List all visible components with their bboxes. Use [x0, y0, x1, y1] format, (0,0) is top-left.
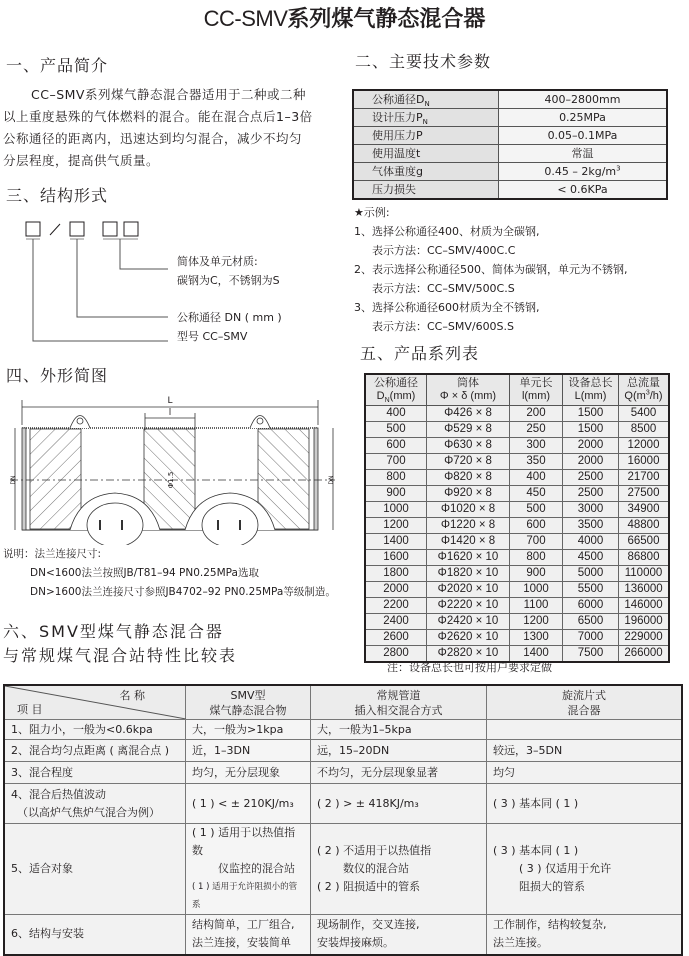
cell-line: 较远，3–5DN — [493, 743, 563, 757]
flange-notes — [3, 545, 336, 602]
series-row — [365, 614, 669, 630]
cell-line: 均匀，无分层现象 — [192, 765, 280, 779]
series-cell: 196000 — [619, 614, 670, 630]
compare-cell-c1 — [186, 784, 311, 824]
series-col-unit-length: 单元长 l(mm) — [510, 374, 563, 406]
param-value: $0.45 - 2kg/m^3$ — [499, 163, 668, 181]
series-cell: 110000 — [619, 566, 670, 582]
series-cell: 34900 — [619, 502, 670, 518]
series-cell: Φ2820 × 10 — [427, 646, 510, 663]
compare-col-swirl: 旋流片式 混合器 — [487, 685, 683, 720]
cell-line: 近，1–3DN — [192, 743, 251, 757]
compare-col-conventional: 常规管道 插入相交混合方式 — [311, 685, 487, 720]
cell-line: 5、适合对象 — [11, 862, 73, 875]
series-cell: 2400 — [365, 614, 427, 630]
params-row — [353, 145, 667, 163]
series-cell: 2000 — [365, 582, 427, 598]
params-row — [353, 163, 667, 181]
cell-line: ( 1 ) 适用于允许阻损小的管系 — [192, 882, 298, 910]
intro-line: CC–SMV系列煤气静态混合器适用于二种或二种 — [31, 87, 306, 102]
series-note: 注：设备总长也可按用户要求定做 — [387, 661, 552, 674]
series-col-dn: 公称通径 $D_N(mm)$ — [365, 374, 427, 406]
title-cn: 系列煤气静态混合器 — [287, 7, 486, 32]
series-cell: 200 — [510, 406, 563, 422]
series-cell: 1600 — [365, 550, 427, 566]
compare-cell-c3 — [487, 720, 683, 740]
code-box-shell-material — [103, 222, 117, 236]
series-cell: 1100 — [510, 598, 563, 614]
series-cell: 350 — [510, 454, 563, 470]
series-cell: 1300 — [510, 630, 563, 646]
cell-line: 结构简单，工厂组合, — [192, 918, 295, 932]
series-row — [365, 470, 669, 486]
series-cell: Φ1820 × 10 — [427, 566, 510, 582]
corner-top-label: 名 称 — [119, 689, 145, 702]
series-cell: 800 — [365, 470, 427, 486]
example-code: 表示方法：CC–SMV/600S.S — [372, 320, 515, 333]
series-cell: 2500 — [563, 470, 619, 486]
cell-line: ( 2 ) 不适用于以热值指 — [317, 844, 432, 857]
series-cell: Φ2220 × 10 — [427, 598, 510, 614]
series-cell: 12000 — [619, 438, 670, 454]
param-value: 400–2800mm — [499, 90, 668, 109]
series-cell: Φ630 × 8 — [427, 438, 510, 454]
structure-heading: 三、结构形式 — [6, 186, 109, 205]
cell-line: 不均匀，无分层现象显著 — [317, 765, 438, 779]
series-cell: 136000 — [619, 582, 670, 598]
cell-line: 安装焊接麻烦。 — [317, 936, 394, 950]
example-line: 2、表示选择公称通径500、简体为碳钢，单元为不锈钢, — [354, 263, 628, 276]
cell-line: ( 2 ) > ± 418KJ/m₃ — [317, 796, 419, 810]
series-cell: 900 — [365, 486, 427, 502]
series-cell: 86800 — [619, 550, 670, 566]
compare-cell-item — [4, 740, 186, 762]
compare-row — [4, 784, 682, 824]
series-cell: 4500 — [563, 550, 619, 566]
series-cell: 500 — [510, 502, 563, 518]
notes-title: 说明：法兰连接尺寸: — [3, 548, 102, 560]
material-label-line1: 简体及单元材质: — [177, 255, 258, 268]
series-cell: 6000 — [563, 598, 619, 614]
series-row — [365, 534, 669, 550]
cell-line: 3、混合程度 — [11, 765, 73, 779]
params-table — [352, 89, 668, 200]
compare-cell-c1 — [186, 762, 311, 784]
series-cell: Φ1020 × 8 — [427, 502, 510, 518]
example-code: 表示方法：CC–SMV/400C.C — [372, 244, 516, 257]
series-row — [365, 422, 669, 438]
intro-line: 以上重度悬殊的气体燃料的混合。能在混合点后1–3倍 — [3, 109, 313, 124]
compare-cell-c1 — [186, 720, 311, 740]
notes-line1: DN<1600法兰按照JB/T81–94 PN0.25MPa选取 — [30, 567, 259, 579]
series-cell: 3500 — [563, 518, 619, 534]
material-label — [177, 252, 280, 290]
compare-cell-item — [4, 720, 186, 740]
series-cell: 600 — [365, 438, 427, 454]
series-cell: Φ426 × 8 — [427, 406, 510, 422]
cell-line: 大，一般为>1kpa — [192, 722, 284, 736]
series-row — [365, 486, 669, 502]
param-value: < 0.6KPa — [499, 181, 668, 200]
series-cell: Φ920 × 8 — [427, 486, 510, 502]
compare-row — [4, 762, 682, 784]
cell-line: 大，一般为1–5kpa — [317, 722, 412, 736]
series-row — [365, 598, 669, 614]
example-line: 3、选择公称通径600材质为全不锈钢, — [354, 301, 540, 314]
cell-line: 4、混合后热值波动 — [11, 787, 106, 801]
series-cell: 2000 — [563, 438, 619, 454]
page-title — [0, 4, 689, 35]
cell-line: ( 3 ) 基本同 ( 1 ) — [493, 796, 579, 810]
series-row — [365, 438, 669, 454]
series-col-flow: 总流量 $Q(m^3/h)$ — [619, 374, 670, 406]
params-row — [353, 127, 667, 145]
series-cell: 6500 — [563, 614, 619, 630]
series-cell: Φ820 × 8 — [427, 470, 510, 486]
series-cell: 1000 — [365, 502, 427, 518]
param-label: 使用温度t — [353, 145, 499, 163]
series-cell: 1400 — [510, 646, 563, 663]
series-cell: 1400 — [365, 534, 427, 550]
code-box-model — [26, 222, 40, 236]
param-value: 0.05–0.1MPa — [499, 127, 668, 145]
corner-bottom-label: 项 目 — [17, 703, 43, 716]
series-col-shell: 筒体 Φ × δ (mm) — [427, 374, 510, 406]
series-heading: 五、产品系列表 — [360, 344, 480, 363]
structure-code-diagram — [0, 210, 345, 350]
series-cell: 900 — [510, 566, 563, 582]
examples — [354, 203, 628, 336]
intro-line: 分层程度，提高供气质量。 — [3, 153, 160, 168]
code-box-dn — [70, 222, 84, 236]
dim-phi-label: Φ1.5 — [167, 471, 175, 489]
series-cell: 600 — [510, 518, 563, 534]
series-cell: 146000 — [619, 598, 670, 614]
intro-heading: 一、产品简介 — [6, 56, 109, 75]
intro-paragraph — [3, 84, 343, 172]
compare-heading-line1: 六、SMV型煤气静态混合器 — [3, 622, 224, 641]
outline-drawing — [0, 385, 345, 545]
series-cell: 2800 — [365, 646, 427, 663]
series-cell: 700 — [510, 534, 563, 550]
cell-line: （以高炉气焦炉气混合为例） — [17, 805, 160, 819]
params-heading: 二、主要技术参数 — [355, 52, 492, 71]
dn-label: 公称通径 DN ( mm ) — [177, 311, 282, 324]
cell-line: 阻损大的管系 — [519, 880, 585, 893]
param-label: 使用压力P — [353, 127, 499, 145]
series-cell: 27500 — [619, 486, 670, 502]
compare-cell-c1 — [186, 740, 311, 762]
series-cell: 1500 — [563, 422, 619, 438]
series-cell: 1800 — [365, 566, 427, 582]
series-row — [365, 550, 669, 566]
series-cell: 2000 — [563, 454, 619, 470]
series-cell: 1200 — [510, 614, 563, 630]
series-cell: 5500 — [563, 582, 619, 598]
cell-line: ( 3 ) 仅适用于允许 — [519, 862, 612, 875]
series-cell: 21700 — [619, 470, 670, 486]
params-row — [353, 90, 667, 109]
compare-table — [3, 684, 683, 956]
example-code: 表示方法：CC–SMV/500C.S — [372, 282, 515, 295]
series-header-row — [365, 374, 669, 406]
params-row — [353, 109, 667, 127]
series-cell: 7500 — [563, 646, 619, 663]
param-label: 公称通径$D_N$ — [353, 90, 499, 109]
compare-row — [4, 720, 682, 740]
series-cell: 229000 — [619, 630, 670, 646]
compare-cell-c2 — [311, 824, 487, 915]
compare-cell-c1 — [186, 824, 311, 915]
compare-row — [4, 740, 682, 762]
param-value: 0.25MPa — [499, 109, 668, 127]
series-cell: 66500 — [619, 534, 670, 550]
compare-col-smv: SMV型 煤气静态混合物 — [186, 685, 311, 720]
param-label: 压力损失 — [353, 181, 499, 200]
series-cell: Φ2420 × 10 — [427, 614, 510, 630]
cell-line: 6、结构与安装 — [11, 927, 84, 941]
series-row — [365, 454, 669, 470]
series-cell: 1200 — [365, 518, 427, 534]
series-cell: 400 — [365, 406, 427, 422]
series-cell: Φ529 × 8 — [427, 422, 510, 438]
compare-cell-c2 — [311, 762, 487, 784]
series-cell: 2500 — [563, 486, 619, 502]
series-cell: Φ720 × 8 — [427, 454, 510, 470]
compare-cell-c2 — [311, 784, 487, 824]
mixing-unit-1 — [30, 429, 81, 529]
series-cell: 3000 — [563, 502, 619, 518]
compare-row — [4, 824, 682, 915]
cell-line: 工作制作，结构较复杂, — [493, 918, 607, 932]
examples-title: ★示例: — [354, 206, 390, 219]
compare-cell-item — [4, 762, 186, 784]
series-cell: 5000 — [563, 566, 619, 582]
compare-heading — [3, 620, 237, 668]
series-cell: 800 — [510, 550, 563, 566]
cell-line: 现场制作，交叉连接, — [317, 918, 420, 932]
param-label: 气体重度g — [353, 163, 499, 181]
series-cell: 1500 — [563, 406, 619, 422]
cell-line: ( 1 ) 适用于以热值指数 — [192, 826, 296, 857]
series-cell: 500 — [365, 422, 427, 438]
series-table — [364, 373, 670, 663]
series-cell: 300 — [510, 438, 563, 454]
dim-dn-right-label: DN — [328, 475, 335, 485]
param-label: 设计压力$P_N$ — [353, 109, 499, 127]
series-cell: Φ2620 × 10 — [427, 630, 510, 646]
cell-line: 法兰连接。 — [493, 936, 548, 950]
cell-line: 仪监控的混合站 — [218, 862, 295, 875]
series-row — [365, 518, 669, 534]
compare-cell-c2 — [311, 740, 487, 762]
param-value: 常温 — [499, 145, 668, 163]
cell-line: 远，15–20DN — [317, 743, 390, 757]
series-cell: 48800 — [619, 518, 670, 534]
compare-cell-c2 — [311, 720, 487, 740]
params-row — [353, 181, 667, 200]
compare-cell-c3 — [487, 762, 683, 784]
series-cell: 1000 — [510, 582, 563, 598]
series-cell: 250 — [510, 422, 563, 438]
dim-l-label: l — [168, 408, 172, 418]
cell-line: 2、混合均匀点距离 ( 离混合点 ) — [11, 743, 170, 757]
compare-cell-c3 — [487, 784, 683, 824]
series-cell: 16000 — [619, 454, 670, 470]
series-cell: Φ2020 × 10 — [427, 582, 510, 598]
compare-cell-c3 — [487, 824, 683, 915]
compare-cell-item — [4, 824, 186, 915]
cell-line: ( 1 ) < ± 210KJ/m₃ — [192, 796, 294, 810]
cell-line: ( 3 ) 基本同 ( 1 ) — [493, 844, 579, 857]
series-row — [365, 582, 669, 598]
series-cell: Φ1420 × 8 — [427, 534, 510, 550]
code-box-unit-material — [124, 222, 138, 236]
series-cell: Φ1220 × 8 — [427, 518, 510, 534]
example-line: 1、选择公称通径400、材质为全碳钢, — [354, 225, 540, 238]
compare-heading-line2: 与常规煤气混合站特性比较表 — [3, 646, 238, 665]
cell-line: ( 2 ) 阻损适中的管系 — [317, 880, 421, 893]
series-row — [365, 566, 669, 582]
series-row — [365, 502, 669, 518]
title-latin: CC-SMV — [203, 6, 288, 31]
compare-corner-cell — [4, 685, 186, 720]
series-cell: 4000 — [563, 534, 619, 550]
series-cell: 450 — [510, 486, 563, 502]
series-cell: 7000 — [563, 630, 619, 646]
notes-line2: DN>1600法兰连接尺寸参照JB4702–92 PN0.25MPa等级制造。 — [30, 586, 336, 598]
series-cell: 5400 — [619, 406, 670, 422]
series-row — [365, 630, 669, 646]
series-cell: Φ1620 × 10 — [427, 550, 510, 566]
series-cell: 400 — [510, 470, 563, 486]
series-cell: 2200 — [365, 598, 427, 614]
series-row — [365, 406, 669, 422]
material-label-line2: 碳钢为C，不锈钢为S — [177, 274, 280, 287]
series-cell: 2600 — [365, 630, 427, 646]
intro-line: 公称通径的距离内，迅速达到均匀混合，减少不均匀 — [3, 131, 303, 146]
series-cell: 266000 — [619, 646, 670, 663]
series-cell: 700 — [365, 454, 427, 470]
outline-heading: 四、外形简图 — [6, 366, 109, 385]
compare-header-row — [4, 685, 682, 720]
dim-L-label: L — [167, 396, 173, 406]
dim-dn-left-label: DN — [10, 475, 17, 485]
compare-cell-c3 — [487, 740, 683, 762]
series-col-total-length: 设备总长 L(mm) — [563, 374, 619, 406]
cell-line: 1、阻力小，一般为<0.6kpa — [11, 722, 153, 736]
cell-line: 均匀 — [493, 765, 515, 779]
compare-cell-item — [4, 784, 186, 824]
cell-line: 法兰连接，安装简单 — [192, 936, 291, 950]
cell-line: 数仪的混合站 — [343, 862, 409, 875]
model-label: 型号 CC–SMV — [177, 330, 248, 343]
series-cell: 8500 — [619, 422, 670, 438]
